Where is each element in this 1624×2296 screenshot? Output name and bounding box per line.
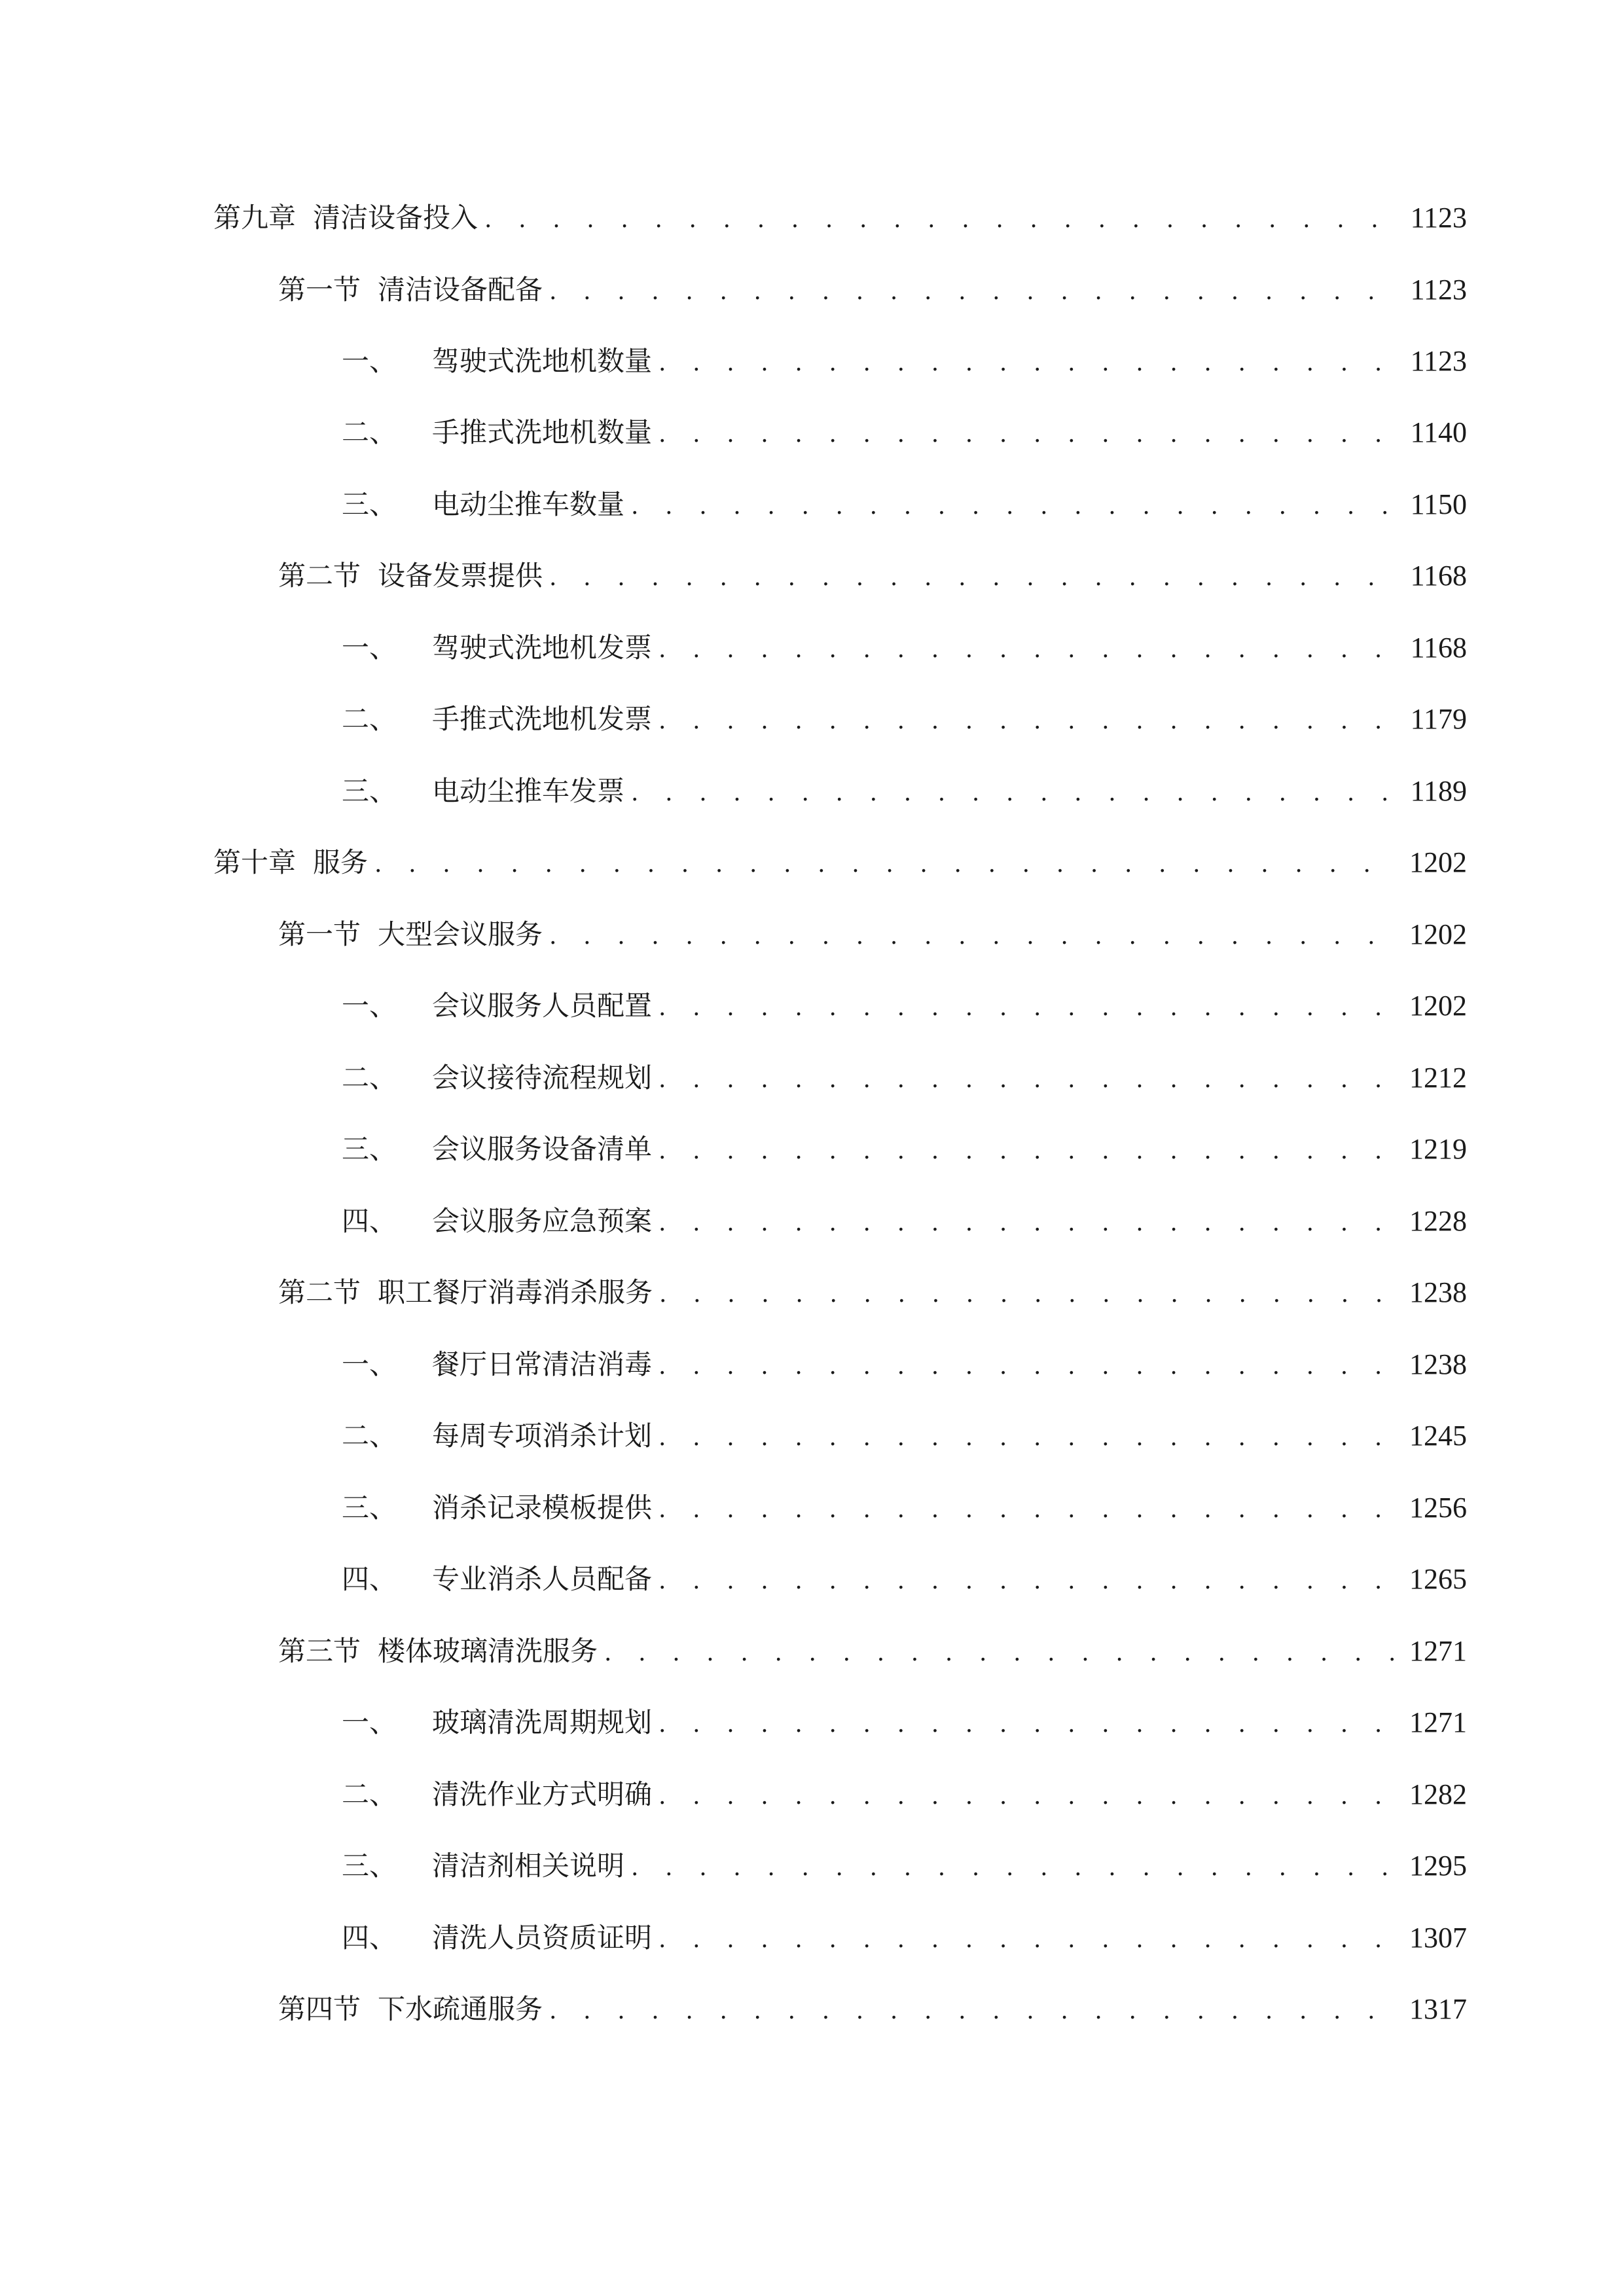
toc-entry-title: 清洁剂相关说明 bbox=[432, 1850, 625, 1882]
toc-subsection[interactable] bbox=[0, 696, 1624, 742]
dot-leader bbox=[659, 1057, 1395, 1103]
toc-entry-title: 楼体玻璃清洗服务 bbox=[378, 1635, 598, 1667]
toc-entry-title: 服务 bbox=[313, 846, 369, 878]
toc-page-number: 1282 bbox=[1409, 1778, 1467, 1810]
dot-leader bbox=[659, 412, 1395, 457]
dot-leader bbox=[659, 1487, 1395, 1533]
toc-entry-title: 手推式洗地机发票 bbox=[432, 703, 653, 735]
toc-entry-title: 玻璃清洗周期规划 bbox=[432, 1706, 653, 1738]
toc-subsection[interactable] bbox=[0, 1915, 1624, 1961]
toc-entry-label: 一、 bbox=[342, 1706, 397, 1738]
dot-leader bbox=[631, 770, 1395, 816]
toc-entry-label: 一、 bbox=[342, 1348, 397, 1380]
toc-chapter-9[interactable] bbox=[0, 195, 1624, 241]
toc-subsection[interactable] bbox=[0, 338, 1624, 384]
toc-chapter-10[interactable] bbox=[0, 840, 1624, 886]
toc-entry-title: 清洁设备投入 bbox=[313, 202, 478, 234]
toc-section[interactable] bbox=[0, 553, 1624, 599]
toc-page-number: 1123 bbox=[1410, 345, 1467, 377]
toc-entry-label: 第一节 bbox=[278, 918, 361, 950]
toc-entry-title: 大型会议服务 bbox=[378, 918, 543, 950]
toc-subsection[interactable] bbox=[0, 1485, 1624, 1531]
dot-leader bbox=[549, 555, 1395, 601]
dot-leader bbox=[659, 1702, 1395, 1748]
toc-page-number: 1168 bbox=[1410, 560, 1467, 592]
toc-page-number: 1228 bbox=[1409, 1205, 1467, 1237]
dot-leader bbox=[549, 1988, 1395, 2034]
toc-entry-title: 职工餐厅消毒消杀服务 bbox=[378, 1276, 653, 1308]
toc-page-number: 1238 bbox=[1409, 1276, 1467, 1308]
toc-subsection[interactable] bbox=[0, 1772, 1624, 1818]
dot-leader bbox=[659, 1200, 1395, 1246]
toc-entry-title: 清洗人员资质证明 bbox=[432, 1922, 653, 1954]
toc-entry-label: 三、 bbox=[342, 1850, 397, 1882]
toc-entry-label: 二、 bbox=[342, 1420, 397, 1452]
dot-leader bbox=[659, 1558, 1395, 1604]
toc-page-number: 1202 bbox=[1409, 846, 1467, 878]
toc-subsection[interactable] bbox=[0, 1556, 1624, 1602]
toc-entry-title: 下水疏通服务 bbox=[378, 1993, 543, 2025]
dot-leader bbox=[549, 914, 1395, 960]
toc-entry-title: 会议接待流程规划 bbox=[432, 1062, 653, 1094]
toc-subsection[interactable] bbox=[0, 1342, 1624, 1388]
toc-entry-label: 一、 bbox=[342, 345, 397, 377]
toc-page-number: 1168 bbox=[1410, 632, 1467, 664]
toc-subsection[interactable] bbox=[0, 1198, 1624, 1244]
toc-subsection[interactable] bbox=[0, 1843, 1624, 1889]
toc-entry-title: 电动尘推车数量 bbox=[432, 488, 625, 520]
dot-leader bbox=[659, 985, 1395, 1031]
toc-entry-label: 第四节 bbox=[278, 1993, 361, 2025]
toc-entry-label: 三、 bbox=[342, 775, 397, 807]
toc-entry-title: 餐厅日常清洁消毒 bbox=[432, 1348, 653, 1380]
dot-leader bbox=[659, 1272, 1395, 1318]
toc-entry-title: 驾驶式洗地机数量 bbox=[432, 345, 653, 377]
dot-leader bbox=[659, 1774, 1395, 1820]
toc-entry-label: 一、 bbox=[342, 632, 397, 664]
toc-entry-label: 第一节 bbox=[278, 274, 361, 306]
toc-page-number: 1238 bbox=[1409, 1348, 1467, 1380]
toc-entry-title: 清洗作业方式明确 bbox=[432, 1778, 653, 1810]
toc-entry-label: 四、 bbox=[342, 1922, 397, 1954]
toc-page-number: 1150 bbox=[1410, 488, 1467, 520]
toc-entry-title: 会议服务应急预案 bbox=[432, 1205, 653, 1237]
toc-entry-label: 二、 bbox=[342, 1062, 397, 1094]
dot-leader bbox=[604, 1630, 1395, 1676]
toc-entry-label: 三、 bbox=[342, 1492, 397, 1524]
toc-page-number: 1271 bbox=[1409, 1635, 1467, 1667]
toc-page-number: 1265 bbox=[1409, 1563, 1467, 1595]
dot-leader bbox=[659, 698, 1395, 744]
dot-leader bbox=[631, 1845, 1395, 1891]
toc-entry-title: 清洁设备配备 bbox=[378, 274, 543, 306]
toc-page-number: 1189 bbox=[1410, 775, 1467, 807]
toc-page-number: 1245 bbox=[1409, 1420, 1467, 1452]
toc-entry-title: 驾驶式洗地机发票 bbox=[432, 632, 653, 664]
toc-section[interactable] bbox=[0, 1986, 1624, 2032]
toc-entry-label: 第二节 bbox=[278, 1276, 361, 1308]
dot-leader bbox=[659, 1415, 1395, 1461]
toc-page-number: 1123 bbox=[1410, 274, 1467, 306]
toc-page-number: 1317 bbox=[1409, 1993, 1467, 2025]
toc-entry-title: 会议服务人员配置 bbox=[432, 990, 653, 1022]
toc-page-number: 1256 bbox=[1409, 1492, 1467, 1524]
toc-subsection[interactable] bbox=[0, 482, 1624, 528]
toc-entry-label: 二、 bbox=[342, 416, 397, 448]
toc-entry-label: 三、 bbox=[342, 488, 397, 520]
toc-page-number: 1123 bbox=[1410, 202, 1467, 234]
toc-section[interactable] bbox=[0, 1628, 1624, 1674]
toc-entry-title: 每周专项消杀计划 bbox=[432, 1420, 653, 1452]
dot-leader bbox=[659, 1344, 1395, 1390]
toc-page-number: 1307 bbox=[1409, 1922, 1467, 1954]
toc-entry-label: 二、 bbox=[342, 1778, 397, 1810]
toc-subsection[interactable] bbox=[0, 625, 1624, 671]
toc-entry-label: 第三节 bbox=[278, 1635, 361, 1667]
dot-leader bbox=[659, 1917, 1395, 1963]
toc-section[interactable] bbox=[0, 267, 1624, 313]
dot-leader bbox=[549, 269, 1395, 315]
toc-subsection[interactable] bbox=[0, 1700, 1624, 1746]
toc-page-number: 1271 bbox=[1409, 1706, 1467, 1738]
dot-leader bbox=[374, 842, 1395, 888]
toc-subsection[interactable] bbox=[0, 1126, 1624, 1172]
toc-section[interactable] bbox=[0, 912, 1624, 958]
dot-leader bbox=[484, 197, 1395, 243]
toc-entry-label: 一、 bbox=[342, 990, 397, 1022]
toc-subsection[interactable] bbox=[0, 1055, 1624, 1101]
toc-subsection[interactable] bbox=[0, 410, 1624, 456]
toc-entry-title: 会议服务设备清单 bbox=[432, 1133, 653, 1165]
toc-entry-label: 第九章 bbox=[213, 202, 297, 234]
toc-entry-title: 专业消杀人员配备 bbox=[432, 1563, 653, 1595]
toc-section[interactable] bbox=[0, 1270, 1624, 1316]
toc-entry-title: 设备发票提供 bbox=[378, 560, 543, 592]
dot-leader bbox=[659, 1128, 1395, 1174]
toc-subsection[interactable] bbox=[0, 768, 1624, 814]
toc-entry-title: 手推式洗地机数量 bbox=[432, 416, 653, 448]
toc-page-number: 1140 bbox=[1410, 416, 1467, 448]
toc-page-number: 1202 bbox=[1409, 918, 1467, 950]
toc-page-number: 1179 bbox=[1410, 703, 1467, 735]
toc-entry-label: 第十章 bbox=[213, 846, 297, 878]
toc-entry-label: 第二节 bbox=[278, 560, 361, 592]
toc-entry-label: 二、 bbox=[342, 703, 397, 735]
dot-leader bbox=[659, 340, 1395, 386]
toc-entry-title: 消杀记录模板提供 bbox=[432, 1492, 653, 1524]
toc-subsection[interactable] bbox=[0, 983, 1624, 1029]
toc-page-number: 1212 bbox=[1409, 1062, 1467, 1094]
toc-subsection[interactable] bbox=[0, 1413, 1624, 1459]
dot-leader bbox=[631, 484, 1395, 529]
toc-page-number: 1202 bbox=[1409, 990, 1467, 1022]
toc-page-number: 1219 bbox=[1409, 1133, 1467, 1165]
dot-leader bbox=[659, 627, 1395, 673]
toc-entry-label: 三、 bbox=[342, 1133, 397, 1165]
toc-entry-title: 电动尘推车发票 bbox=[432, 775, 625, 807]
toc-entry-label: 四、 bbox=[342, 1205, 397, 1237]
toc-page-number: 1295 bbox=[1409, 1850, 1467, 1882]
toc-entry-label: 四、 bbox=[342, 1563, 397, 1595]
